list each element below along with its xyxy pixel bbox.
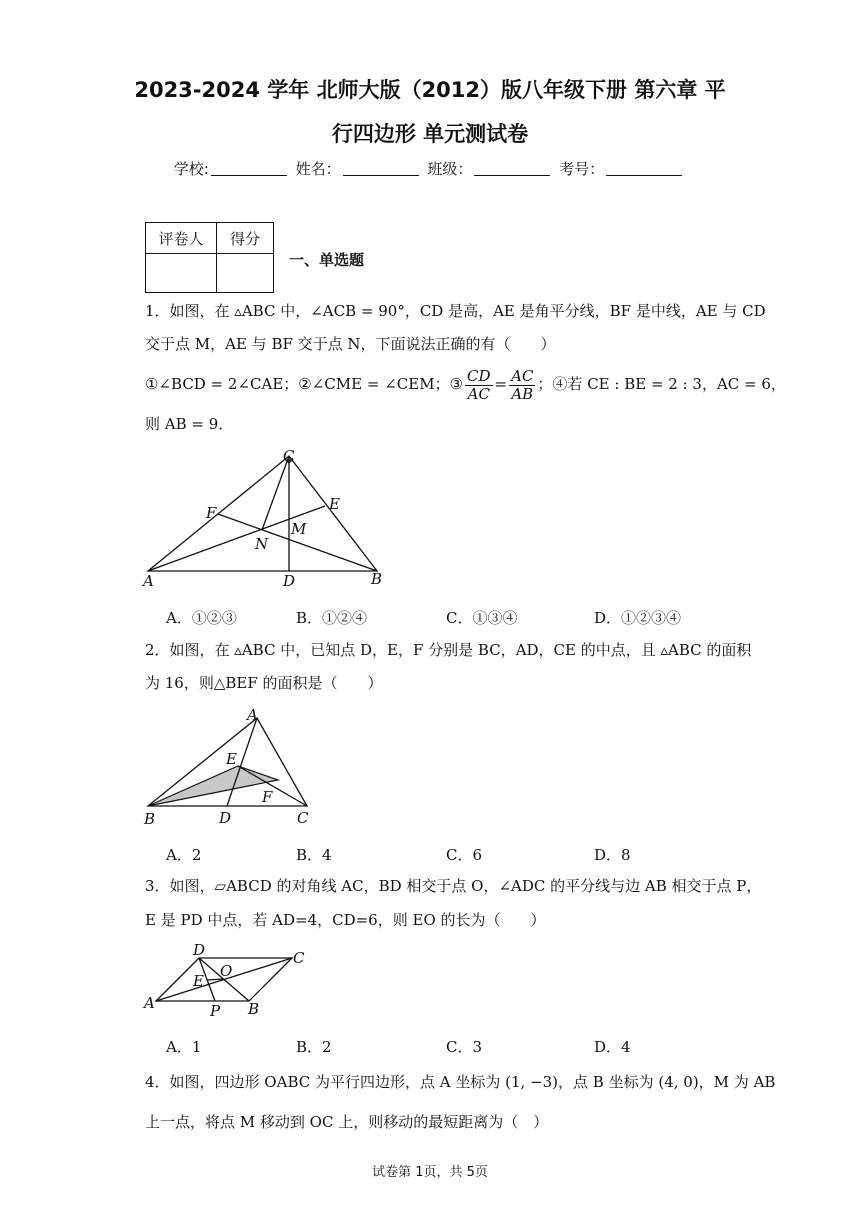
class-label: 班级： (427, 160, 473, 178)
class-blank[interactable] (474, 161, 550, 176)
q4-line-1: 4．如图，四边形 OABC 为平行四边形，点 A 坐标为 (1, −3)，点 B 坐标为 (4, 0)，M 为 AB (145, 1073, 776, 1091)
score-header: 得分 (217, 223, 274, 254)
label-d: D (219, 809, 232, 827)
grader-cell[interactable] (146, 254, 217, 293)
q1-line-4: 则 AB = 9． (145, 415, 234, 433)
bisector-ae (148, 506, 325, 571)
number-blank[interactable] (606, 161, 682, 176)
label-b: B (144, 810, 156, 828)
q3-line-1: 3．如图，▱ABCD 的对角线 AC，BD 相交于点 O，∠ADC 的平分线与边 AB 相交于点 P， (145, 877, 762, 895)
q2-option-d[interactable]: D．8 (594, 846, 631, 864)
q1-line-3 (145, 364, 786, 404)
q1-line-1: 1．如图，在 ▵ABC 中，∠ACB = 90°，CD 是高，AE 是角平分线，BF 是中线，AE 与 CD (145, 302, 766, 320)
q1-option-c[interactable]: C．①③④ (446, 609, 518, 627)
q1-option-b[interactable]: B．①②④ (296, 609, 368, 627)
q1-fraction-1: $\frac{CD}{AC}$ (467, 366, 491, 403)
triangle-abc (148, 456, 377, 571)
label-o: O (220, 962, 233, 980)
q2-line-2: 为 16，则△BEF 的面积是（ ） (145, 674, 383, 692)
q1-option-d[interactable]: D．①②③④ (594, 609, 682, 627)
q2-option-b[interactable]: B．4 (296, 846, 332, 864)
label-c: C (297, 809, 309, 827)
q1-statements-a: ①∠BCD = 2∠CAE；②∠CME = ∠CEM；③ (145, 375, 464, 393)
label-f: F (206, 504, 217, 522)
label-a: A (247, 706, 258, 724)
q2-figure (140, 702, 320, 832)
label-m: M (291, 520, 307, 538)
label-a: A (143, 572, 154, 590)
score-cell[interactable] (217, 254, 274, 293)
q3-figure (140, 938, 320, 1020)
q1-statements-b: ；④若 CE : BE = 2 : 3，AC = 6， (537, 375, 786, 393)
q3-option-b[interactable]: B．2 (296, 1038, 332, 1056)
label-e: E (226, 750, 237, 768)
q1-fraction-2: $\frac{AC}{AB}$ (511, 366, 534, 403)
q1-equals: = (494, 375, 508, 393)
label-c: C (293, 949, 305, 967)
school-blank[interactable] (211, 161, 287, 176)
page-footer: 试卷第 1页，共 5页 (372, 1165, 488, 1180)
q3-line-2: E 是 PD 中点，若 AD=4，CD=6，则 EO 的长为（ ） (145, 911, 546, 929)
label-p: P (210, 1002, 221, 1020)
q1-figure (140, 446, 390, 592)
q3-option-d[interactable]: D．4 (594, 1038, 631, 1056)
label-a: A (144, 994, 155, 1012)
q3-option-a[interactable]: A．1 (166, 1038, 202, 1056)
q2-line-1: 2．如图，在 ▵ABC 中，已知点 D，E，F 分别是 BC，AD，CE 的中点，且 ▵ABC 的面积 (145, 641, 752, 659)
q3-option-c[interactable]: C．3 (446, 1038, 483, 1056)
q2-option-a[interactable]: A．2 (166, 846, 202, 864)
label-f: F (262, 788, 273, 806)
school-label: 学校: (173, 160, 209, 178)
label-n: N (255, 535, 269, 553)
student-info-line (0, 158, 860, 179)
label-b: B (371, 570, 383, 588)
section-title: 一、单选题 (289, 251, 365, 269)
name-blank[interactable] (343, 161, 419, 176)
grader-header: 评卷人 (146, 223, 217, 254)
title-line-2: 行四边形 单元测试卷 (331, 122, 529, 146)
number-label: 考号： (559, 160, 605, 178)
title-line-1: 2023-2024 学年 北师大版（2012）版八年级下册 第六章 平 (134, 78, 726, 102)
score-table (145, 222, 274, 293)
q4-line-2: 上一点，将点 M 移动到 OC 上，则移动的最短距离为（ ） (145, 1113, 549, 1131)
shaded-triangle-bef (148, 766, 278, 806)
q2-option-c[interactable]: C．6 (446, 846, 483, 864)
label-d: D (283, 572, 296, 590)
q1-line-2: 交于点 M，AE 与 BF 交于点 N，下面说法正确的有（ ） (145, 335, 556, 353)
name-label: 姓名： (295, 160, 341, 178)
label-e: E (329, 495, 340, 513)
label-e: E (193, 972, 204, 990)
label-c: C (283, 447, 295, 465)
label-d: D (193, 941, 206, 959)
label-b: B (248, 1000, 260, 1018)
q1-option-a[interactable]: A．①②③ (166, 609, 237, 627)
